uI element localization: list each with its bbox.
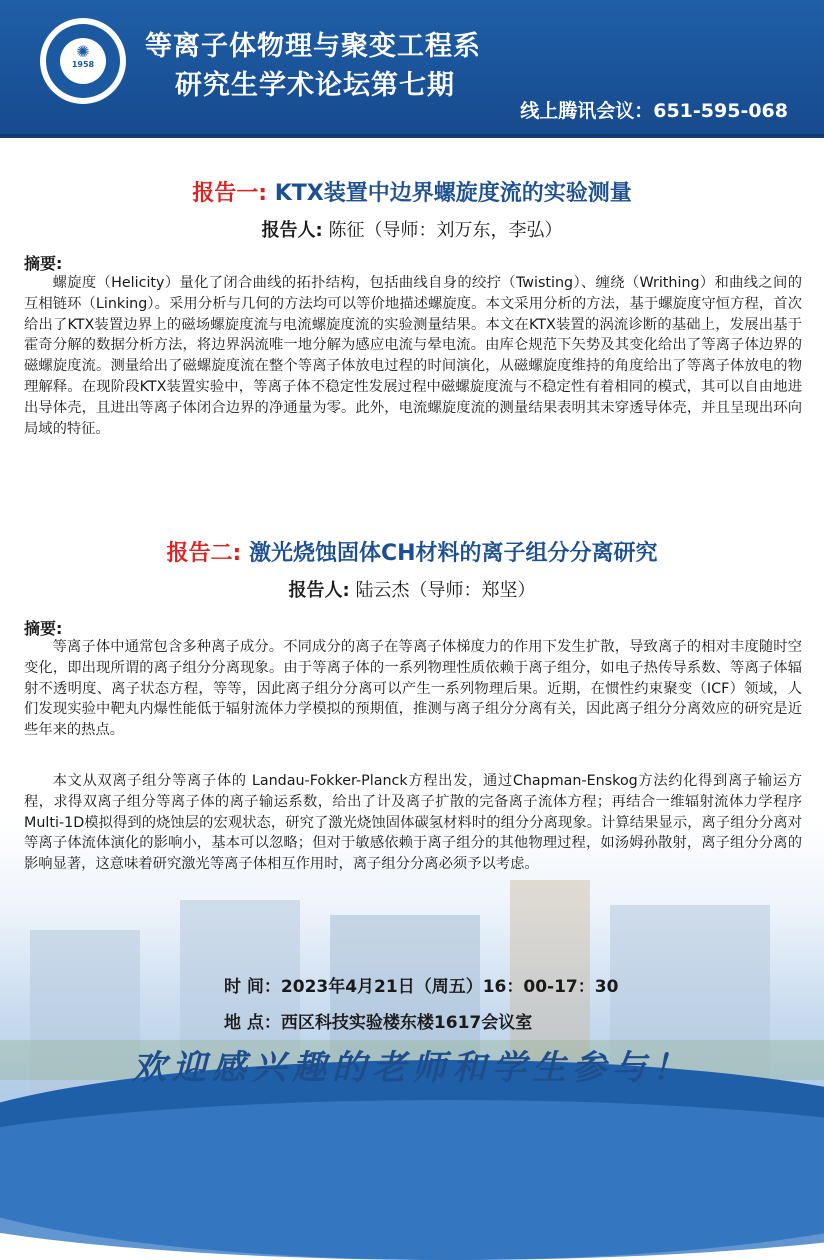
report2-name: 激光烧蚀固体CH材料的离子组分分离研究	[241, 541, 658, 566]
report1-tag: 报告一:	[192, 181, 268, 206]
event-time: 时 间：2023年4月21日（周五）16：00-17：30	[224, 977, 619, 997]
report1-name: KTX装置中边界螺旋度流的实验测量	[267, 181, 632, 206]
speaker-name: 陆云杰（导师：郑坚）	[349, 580, 536, 601]
report2-speaker	[0, 576, 824, 602]
report1-abstract: 螺旋度（Helicity）量化了闭合曲线的拓扑结构，包括曲线自身的绞拧（Twisting）、缠绕（Writhing）和曲线之间的互相链环（Linking）。采用分析与几何的方法均可以等价地描述螺旋度。本文采用分析的方法，基于螺旋度守恒方程，首次给出了KTX装置边界上的磁场螺旋度流与电流螺旋度流的实验测量结果。本文在KTX装置的涡流诊断的基础上，发展出基于霍奇分解的数据分析方法，将边界涡流唯一地分解为感应电流与晕电流。由库仑规范下矢势及其变化给出了等离子体边界的磁螺旋度流。测量给出了磁螺旋度流在整个等离子体放电过程的时间演化，从磁螺旋度维持的角度给出了等离子体放电的物理解释。在现阶段KTX装置实验中，等离子体不稳定性发展过程中磁螺旋度流与不稳定性有着相同的模式，其可以自由地进出导体壳，且进出等离子体闭合边界的净通量为零。此外，电流螺旋度流的测量结果表明其未穿透导体壳，并且呈现出环向局域的特征。	[24, 275, 802, 437]
report2-abstract-p2: 本文从双离子组分等离子体的 Landau-Fokker-Planck方程出发，通过Chapman-Enskog方法约化得到离子输运方程，求得双离子组分等离子体的离子输运系数，给出了计及离子扩散的完备离子流体方程；再结合一维辐射流体力学程序 Multi-1D模拟得到的烧蚀层的宏观状态，研究了激光烧蚀固体碳氢材料时的组分分离现象。计算结果显示，离子组分分离对等离子体流体演化的影响小，基本可以忽略；但对于敏感依赖于离子组分的其他物理过程，如汤姆孙散射，离子组分分离的影响显著，这意味着研究激光等离子体相互作用时，离子组分分离必须予以考虑。	[24, 773, 802, 873]
department-title: 等离子体物理与聚变工程系	[145, 31, 481, 62]
welcome-slogan: 欢迎感兴趣的老师和学生参与！	[132, 1048, 692, 1088]
logo-emblem-icon: ✺	[76, 42, 90, 61]
logo-year: 1958	[71, 60, 95, 69]
report2-title	[0, 536, 824, 567]
report2-tag: 报告二:	[166, 541, 242, 566]
report2-abstract-p1: 等离子体中通常包含多种离子成分。不同成分的离子在等离子体梯度力的作用下发生扩散，导致离子的相对丰度随时空变化，即出现所谓的离子组分分离现象。由于等离子体的一系列物理性质依赖于离子组分，如电子热传导系数、等离子体辐射不透明度、离子状态方程，等等，因此离子组分分离可以产生一系列物理后果。近期，在惯性约束聚变（ICF）领域，人们发现实验中靶丸内爆性能低于辐射流体力学模拟的预期值，推测与离子组分分离有关，因此离子组分分离效应的研究是近些年来的热点。	[24, 639, 802, 739]
speaker-name: 陈征（导师：刘万东，李弘）	[322, 220, 563, 241]
meeting-id: 线上腾讯会议：651-595-068	[520, 100, 788, 122]
abstract-label: 摘要:	[24, 619, 63, 638]
report1-speaker	[0, 216, 824, 242]
report1-title	[0, 176, 824, 207]
speaker-label: 报告人:	[261, 220, 323, 241]
speaker-label: 报告人:	[288, 580, 350, 601]
event-location: 地 点：西区科技实验楼东楼1617会议室	[224, 1013, 533, 1033]
abstract-label: 摘要:	[24, 254, 63, 273]
forum-title: 研究生学术论坛第七期	[175, 70, 455, 101]
